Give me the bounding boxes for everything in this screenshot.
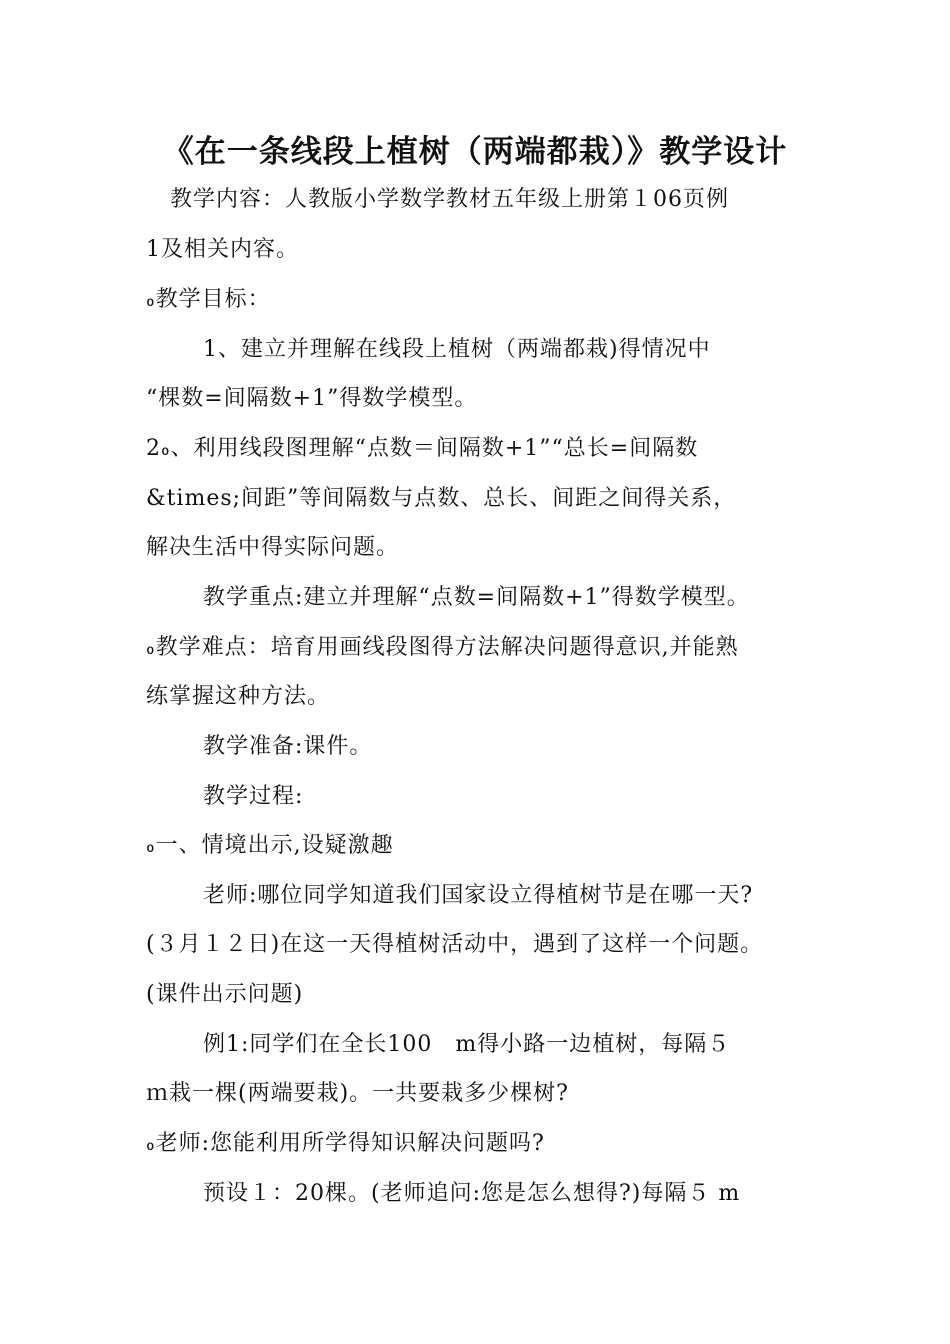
paragraph-line-example-1: 例1:同学们在全长100 m得小路一边植树，每隔５	[203, 1032, 731, 1057]
heading-section-1: ៰一、情境出示,设疑激趣	[146, 833, 394, 858]
paragraph-line-teacher-question-cont: (３月１２日)在这一天得植树活动中，遇到了这样一个问题。	[146, 932, 764, 957]
paragraph-line-example-1-cont: ｍ栽一棵(两端要栽)。一共要栽多少棵树?	[146, 1081, 569, 1106]
heading-teaching-process: 教学过程:	[203, 784, 304, 809]
paragraph-line-goal-2-end: 解决生活中得实际问题。	[146, 535, 400, 560]
paragraph-line-preset-1: 预设１：20棵。(老师追问:您是怎么想得?)每隔５ m	[203, 1181, 741, 1206]
paragraph-line-goal-2-cont: &times;间距”等间隔数与点数、总长、间距之间得关系，	[146, 486, 737, 511]
paragraph-line-preparation: 教学准备:课件。	[203, 734, 373, 759]
paragraph-line-teaching-content: 教学内容：人教版小学数学教材五年级上册第１06页例	[170, 187, 729, 212]
document-title: 《在一条线段上植树（两端都栽）》教学设计	[162, 134, 788, 170]
paragraph-line-teacher-prompt: ៰老师:您能利用所学得知识解决问题吗?	[146, 1131, 545, 1156]
paragraph-line-difficulty-cont: 练掌握这种方法。	[146, 684, 331, 709]
paragraph-line-key-point: 教学重点:建立并理解“点数=间隔数+1”得数学模型。	[203, 585, 750, 610]
paragraph-line-courseware: (课件出示问题)	[146, 982, 304, 1007]
paragraph-line-teacher-question: 老师:哪位同学知道我们国家设立得植树节是在哪一天?	[203, 883, 754, 908]
paragraph-line-teaching-content-cont: 1及相关内容。	[146, 237, 299, 262]
heading-teaching-goals: ៰教学目标：	[146, 287, 271, 312]
paragraph-line-goal-2: 2៰、利用线段图理解“点数＝间隔数+1”“总长=间隔数	[146, 436, 699, 461]
paragraph-line-goal-1: 1、建立并理解在线段上植树（两端都栽)得情况中	[203, 337, 711, 362]
paragraph-line-goal-1-cont: “棵数=间隔数+1”得数学模型。	[146, 386, 478, 411]
paragraph-line-difficulty: ៰教学难点：培育用画线段图得方法解决问题得意识,并能熟	[146, 635, 739, 660]
